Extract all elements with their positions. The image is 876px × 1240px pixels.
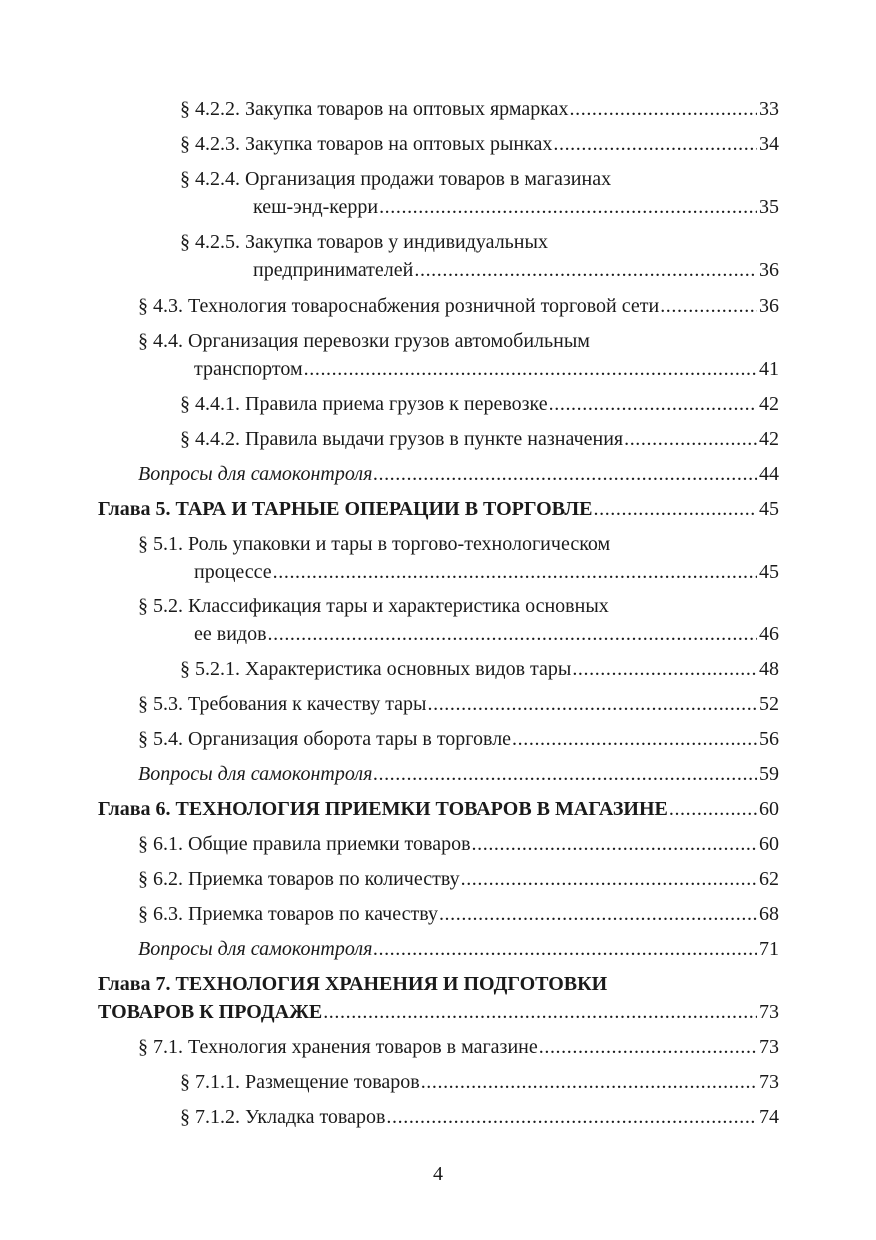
dot-leader (572, 657, 757, 681)
dot-leader (461, 867, 757, 891)
toc-page-number: 52 (759, 693, 779, 715)
toc-entry-title-line2: транспортом (194, 358, 303, 380)
dot-leader (323, 1000, 757, 1024)
toc-chapter-title-line2: ТОВАРОВ К ПРОДАЖЕ (98, 1001, 323, 1023)
toc-entry-4-4-2 (180, 427, 779, 451)
dot-leader (273, 560, 757, 584)
dot-leader (669, 797, 757, 821)
toc-chapter-7 (98, 972, 779, 1024)
toc-entry-title: Вопросы для самоконтроля (138, 763, 373, 785)
dot-leader (304, 357, 757, 381)
toc-entry-6-3 (138, 902, 779, 926)
toc-entry-title: § 5.4. Организация оборота тары в торговле (138, 728, 512, 750)
toc-entry-questions-4 (138, 462, 779, 486)
toc-entry-title-line1: § 4.4. Организация перевозки грузов автомобильным (138, 330, 590, 352)
dot-leader (512, 727, 757, 751)
toc-page-number: 56 (759, 728, 779, 750)
toc-entry-4-4 (138, 329, 779, 381)
toc-entry-title: § 6.2. Приемка товаров по количеству (138, 868, 460, 890)
toc-entry-title: Вопросы для самоконтроля (138, 463, 373, 485)
toc-page-number: 41 (759, 358, 779, 380)
dot-leader (428, 692, 758, 716)
toc-entry-title: § 7.1.2. Укладка товаров (180, 1106, 386, 1128)
toc-page-number: 46 (759, 623, 779, 645)
toc-page-number: 42 (759, 428, 779, 450)
toc-page-number: 59 (759, 763, 779, 785)
toc-entry-title-line2: процессе (194, 561, 272, 583)
toc-page-number: 71 (759, 938, 779, 960)
toc-page-number: 36 (759, 295, 779, 317)
toc-page-number: 35 (759, 196, 779, 218)
toc-entry-title: Вопросы для самоконтроля (138, 938, 373, 960)
toc-page-number: 74 (759, 1106, 779, 1128)
toc-entry-title: § 7.1.1. Размещение товаров (180, 1071, 420, 1093)
toc-entry-title: § 6.3. Приемка товаров по качеству (138, 903, 438, 925)
toc-entry-5-2 (138, 594, 779, 646)
toc-chapter-title-line1: Глава 7. ТЕХНОЛОГИЯ ХРАНЕНИЯ И ПОДГОТОВКИ (98, 973, 608, 995)
toc-entry-4-2-5 (180, 230, 779, 282)
toc-entry-7-1-1 (180, 1070, 779, 1094)
dot-leader (379, 195, 757, 219)
page-number: 4 (433, 1163, 443, 1185)
dot-leader (386, 1105, 757, 1129)
toc-entry-5-1 (138, 532, 779, 584)
dot-leader (373, 462, 757, 486)
toc-page-number: 60 (759, 798, 779, 820)
dot-leader (553, 132, 757, 156)
toc-chapter-5 (98, 497, 779, 521)
dot-leader (539, 1035, 757, 1059)
toc-entry-title: § 4.4.2. Правила выдачи грузов в пункте назначения (180, 428, 624, 450)
toc-entry-6-2 (138, 867, 779, 891)
toc-page-number: 73 (759, 1036, 779, 1058)
dot-leader (660, 294, 757, 318)
dot-leader (268, 622, 757, 646)
dot-leader (421, 1070, 757, 1094)
toc-entry-title-line2: ее видов (194, 623, 267, 645)
toc-page-number: 68 (759, 903, 779, 925)
dot-leader (414, 258, 757, 282)
toc-entry-questions-5 (138, 762, 779, 786)
dot-leader (373, 762, 757, 786)
toc-entry-5-3 (138, 692, 779, 716)
toc-page-number: 62 (759, 868, 779, 890)
toc-entry-4-2-4 (180, 167, 779, 219)
toc-page-number: 73 (759, 1071, 779, 1093)
toc-page-number: 45 (759, 561, 779, 583)
toc-entry-5-4 (138, 727, 779, 751)
toc-entry-title-line1: § 5.2. Классификация тары и характеристика основных (138, 595, 609, 617)
toc-entry-title-line1: § 5.1. Роль упаковки и тары в торгово-технологическом (138, 533, 611, 555)
toc-entry-title: § 4.2.2. Закупка товаров на оптовых ярмарках (180, 98, 569, 120)
toc-page-number: 44 (759, 463, 779, 485)
toc-page-number: 73 (759, 1001, 779, 1023)
toc-entry-title: § 7.1. Технология хранения товаров в магазине (138, 1036, 538, 1058)
toc-entry-title: § 5.2.1. Характеристика основных видов тары (180, 658, 572, 680)
toc-entry-title-line2: кеш-энд-керри (253, 196, 379, 218)
toc-page-number: 34 (759, 133, 779, 155)
dot-leader (549, 392, 757, 416)
toc-page-number: 33 (759, 98, 779, 120)
toc-chapter-6 (98, 797, 779, 821)
toc-entry-5-2-1 (180, 657, 779, 681)
toc-entry-6-1 (138, 832, 779, 856)
toc-entry-title: § 4.3. Технология товароснабжения розничной торговой сети (138, 295, 660, 317)
toc-page-number: 36 (759, 259, 779, 281)
toc-entry-title: § 4.4.1. Правила приема грузов к перевозке (180, 393, 548, 415)
toc-entry-4-2-3 (180, 132, 779, 156)
toc-chapter-title: Глава 6. ТЕХНОЛОГИЯ ПРИЕМКИ ТОВАРОВ В МАГАЗИНЕ (98, 798, 668, 820)
toc-page-number: 60 (759, 833, 779, 855)
dot-leader (570, 97, 757, 121)
toc-entry-title-line1: § 4.2.4. Организация продажи товаров в магазинах (180, 168, 612, 190)
toc-entry-title: § 4.2.3. Закупка товаров на оптовых рынках (180, 133, 553, 155)
toc-entry-title: § 6.1. Общие правила приемки товаров (138, 833, 471, 855)
dot-leader (472, 832, 757, 856)
toc-page-number: 45 (759, 498, 779, 520)
toc-entry-4-2-2 (180, 97, 779, 121)
toc-page-number: 42 (759, 393, 779, 415)
toc-entry-4-4-1 (180, 392, 779, 416)
toc-entry-7-1 (138, 1035, 779, 1059)
dot-leader (594, 497, 758, 521)
toc-entry-7-1-2 (180, 1105, 779, 1129)
toc-entry-4-3 (138, 294, 779, 318)
toc-chapter-title: Глава 5. ТАРА И ТАРНЫЕ ОПЕРАЦИИ В ТОРГОВЛЕ (98, 498, 593, 520)
dot-leader (439, 902, 757, 926)
toc-entry-questions-6 (138, 937, 779, 961)
dot-leader (624, 427, 757, 451)
toc-page-number: 48 (759, 658, 779, 680)
toc-entry-title: § 5.3. Требования к качеству тары (138, 693, 427, 715)
toc-entry-title-line2: предпринимателей (253, 259, 414, 281)
dot-leader (373, 937, 757, 961)
toc-entry-title-line1: § 4.2.5. Закупка товаров у индивидуальных (180, 231, 548, 253)
